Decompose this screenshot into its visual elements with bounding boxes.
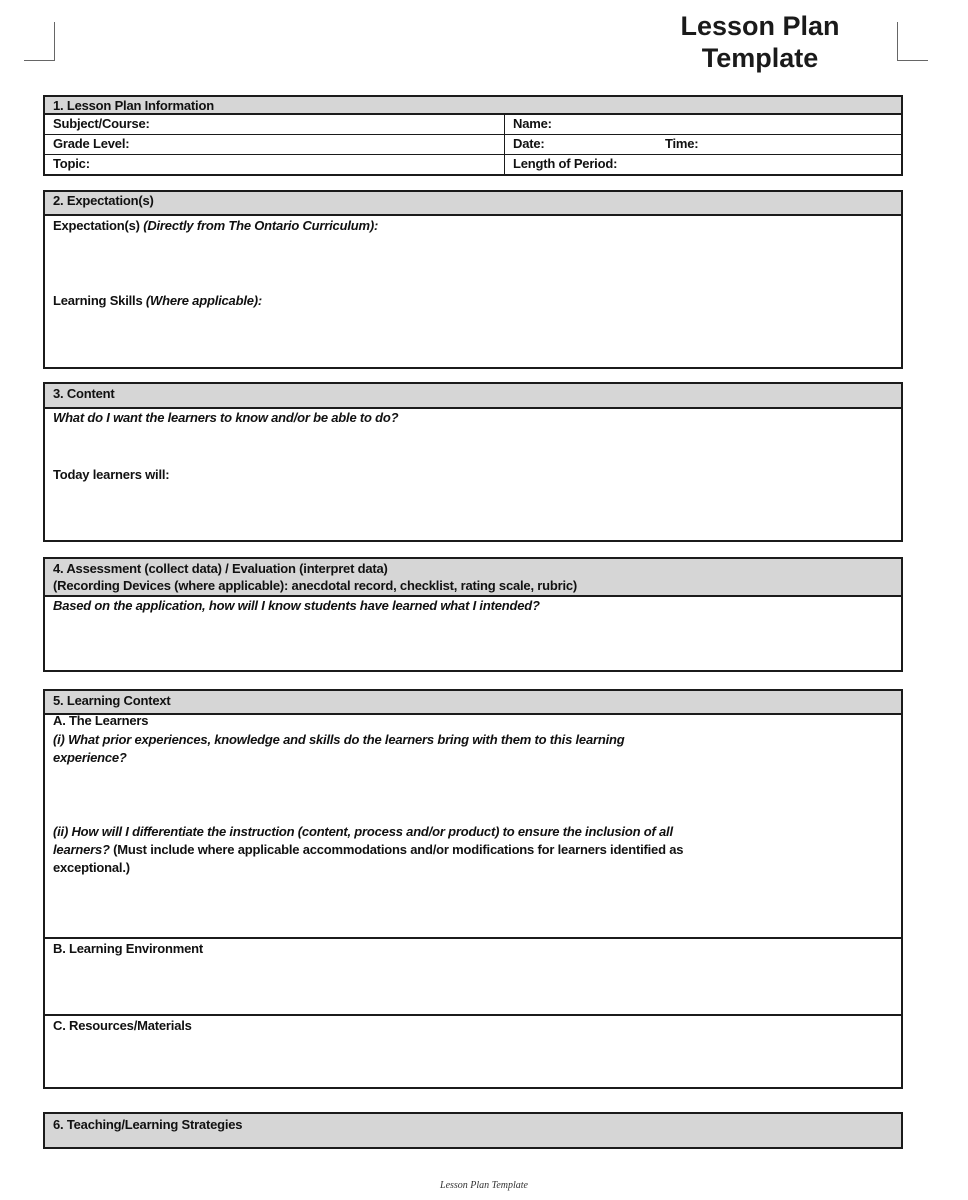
date-time-cell — [505, 135, 901, 154]
skills-label: Learning Skills — [53, 293, 143, 308]
section-teaching-strategies — [43, 1112, 903, 1149]
section-header: 2. Expectation(s) — [45, 192, 901, 216]
info-row — [45, 135, 901, 155]
expectations-label: Expectation(s) — [53, 218, 140, 233]
info-row — [45, 115, 901, 135]
title-line-2: Template — [701, 43, 819, 73]
learning-environment-area[interactable] — [45, 937, 901, 1015]
question-line: (i) What prior experiences, knowledge and skills do the learners bring with them to this learning — [53, 732, 625, 747]
title-line-1: Lesson Plan — [680, 11, 840, 41]
header-line-1: 4. Assessment (collect data) / Evaluation (interpret data) — [53, 561, 388, 576]
crop-mark-left — [24, 22, 55, 61]
today-learners-line[interactable]: Today learners will: — [53, 467, 170, 482]
section-lesson-info — [43, 95, 903, 176]
name-field[interactable]: Name: — [513, 116, 552, 131]
time-field[interactable]: Time: — [665, 136, 699, 151]
header-line-2: (Recording Devices (where applicable): anecdotal record, checklist, rating scale, rubric) — [53, 578, 578, 593]
section-content — [43, 382, 903, 542]
differentiation-question[interactable] — [53, 823, 891, 877]
learners-title: A. The Learners — [53, 713, 149, 728]
skills-note: (Where applicable): — [145, 293, 263, 308]
learning-skills-line[interactable] — [53, 292, 891, 310]
subject-field[interactable]: Subject/Course: — [45, 115, 505, 134]
grade-field[interactable]: Grade Level: — [45, 135, 505, 154]
section-header: 6. Teaching/Learning Strategies — [45, 1114, 901, 1135]
topic-field[interactable]: Topic: — [45, 155, 505, 174]
question-line: exceptional.) — [53, 860, 130, 875]
section-header: 3. Content — [45, 384, 901, 409]
question-line: (ii) How will I differentiate the instruction (content, process and/or product) to ensure the inclusion of all — [53, 824, 673, 839]
section-learning-context — [43, 689, 903, 1089]
resources-materials-area[interactable] — [45, 1014, 901, 1089]
question-fragment: (Must include where applicable accommodations and/or modifications for learners identified as — [109, 842, 684, 857]
question-line: experience? — [53, 750, 127, 765]
expectations-note: (Directly from The Ontario Curriculum): — [143, 218, 379, 233]
date-field[interactable]: Date: — [513, 136, 545, 151]
assessment-question: Based on the application, how will I know students have learned what I intended? — [53, 598, 540, 613]
info-row — [45, 155, 901, 174]
content-question: What do I want the learners to know and/or be able to do? — [53, 410, 399, 425]
length-field[interactable]: Length of Period: — [513, 156, 618, 171]
prior-experience-question[interactable] — [53, 731, 891, 767]
section-expectations — [43, 190, 903, 369]
section-assessment — [43, 557, 903, 672]
learning-environment-title: B. Learning Environment — [53, 941, 203, 956]
section-header — [45, 559, 901, 597]
section-header: 1. Lesson Plan Information — [45, 97, 901, 115]
question-fragment: learners? — [53, 842, 110, 857]
expectations-line[interactable] — [53, 217, 891, 235]
resources-materials-title: C. Resources/Materials — [53, 1018, 192, 1033]
section-header: 5. Learning Context — [45, 691, 901, 715]
question-line — [53, 841, 891, 859]
crop-mark-right — [897, 22, 928, 61]
document-title — [640, 10, 880, 74]
page-footer: Lesson Plan Template — [440, 1180, 528, 1191]
